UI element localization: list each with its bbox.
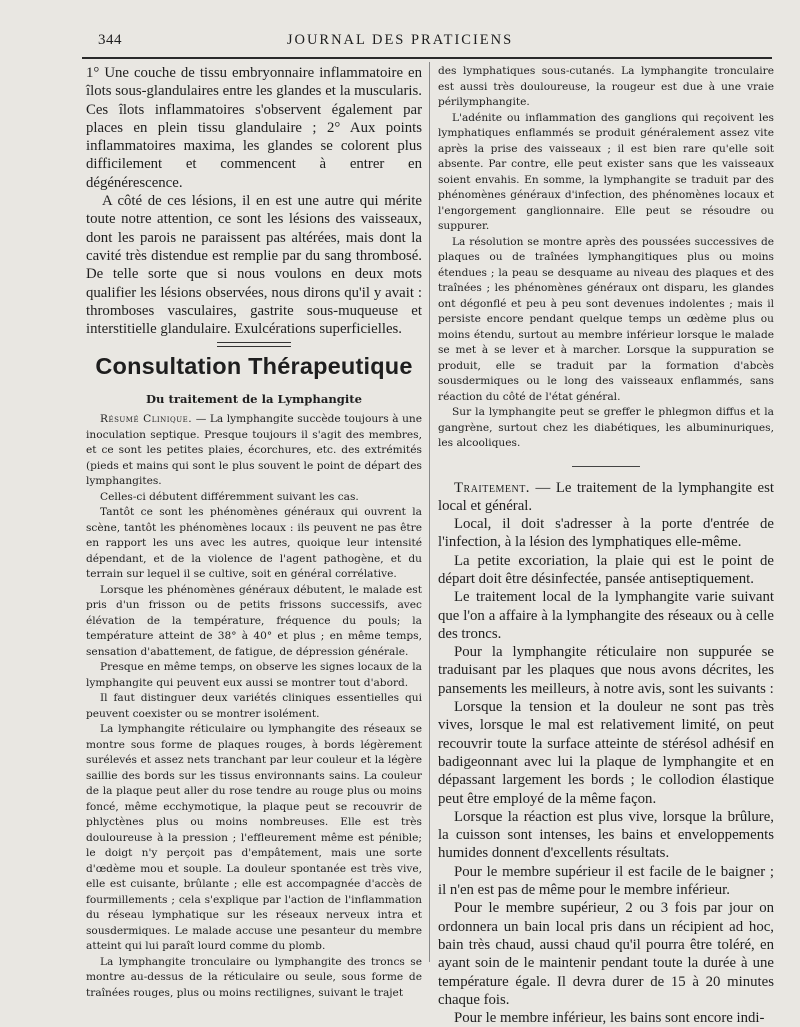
page-number: 344 — [98, 32, 122, 49]
paragraph: Pour le membre supérieur il est facile de le baigner ; il n'en est pas de même pour le membre inférieur. — [438, 863, 774, 900]
divider — [572, 466, 640, 467]
paragraph: Lorsque les phénomènes généraux débutent, le malade est pris d'un frisson ou de petits frissons successifs, avec élévation de la température, fréquence du pouls; la température atteint de 38° à 40° et plus ; en même temps, sensation d'abattement, de fatigue, de dépression générale. — [86, 583, 422, 661]
paragraph: Le traitement local de la lymphangite varie suivant que l'on a affaire à la lymphangite des réseaux ou à celle des troncs. — [438, 588, 774, 643]
paragraph: Pour le membre inférieur, les bains sont encore indi- — [438, 1009, 774, 1027]
paragraph: A côté de ces lésions, il en est une autre qui mérite toute notre attention, ce sont les lésions des vaisseaux, dont les parois ne paraissent pas altérées, mais dont la cavité très distendue est remplie par du sang thrombosé. De telle sorte que si nous voulons en deux mots qualifier les lésions observées, nous dirons qu'il y avait : thromboses vasculaires, gastrite sous-muqueuse et interstitielle glandulaire. Exulcérations superficielles. — [86, 192, 422, 338]
paragraph: La résolution se montre après des poussées successives de plaques ou de traînées lymphangitiques plus ou moins étendues ; la peau se desquame au niveau des plaques et des traînées ; les phénomènes généraux ont disparu, les glandes ont dégonflé et peu à peu sont devenues indolentes ; mais il persiste encore pendant quelque temps un œdème plus ou moins étendu, surtout au membre inférieur lorsque le malade se met à se lever et à marcher. Lorsque la suppuration se produit, elle se traduit par la formation d'abcès sousdermiques ou le long des vaisseaux enflammés, sans réaction du côté de l'état général. — [438, 235, 774, 406]
paragraph — [86, 412, 422, 490]
journal-title: JOURNAL DES PRATICIENS — [0, 32, 800, 49]
section-title: Consultation Thérapeutique — [86, 353, 422, 380]
paragraph — [438, 479, 774, 516]
paragraph: des lymphatiques sous-cutanés. La lymphangite tronculaire est aussi très douloureuse, la rougeur est due à une vraie périlymphangite. — [438, 64, 774, 111]
paragraph: Pour le membre supérieur, 2 ou 3 fois par jour on ordonnera un bain local pris dans un récipient ad hoc, bain très chaud, aussi chaud qu'il pourra être toléré, en ayant soin de le maintenir pendant toute la durée à une température égale. Il devra durer de 15 à 20 minutes chaque fois. — [438, 899, 774, 1009]
divider — [217, 342, 291, 347]
paragraph: L'adénite ou inflammation des ganglions qui reçoivent les lymphatiques enflammés se produit généralement assez vite après la prise des vaisseaux ; il est bien rare qu'elle soit absente. Par contre, elle peut exister sans que les vaisseaux soient envahis. En somme, la lymphangite se traduit par des phénomènes généraux d'infection, des phénomènes locaux et l'engorgement ganglionnaire. Elle peut se résoudre ou suppurer. — [438, 111, 774, 235]
paragraph: Celles-ci débutent différemment suivant les cas. — [86, 490, 422, 506]
traitement-label: Traitement. — [454, 480, 530, 496]
header-rule — [82, 57, 772, 59]
paragraph: Presque en même temps, on observe les signes locaux de la lymphangite qui peuvent eux aussi se montrer tout d'abord. — [86, 660, 422, 691]
treatment-section — [438, 479, 774, 1027]
paragraph: Il faut distinguer deux variétés cliniques essentielles qui peuvent coexister ou se montrer isolément. — [86, 691, 422, 722]
paragraph: Sur la lymphangite peut se greffer le phlegmon diffus et la gangrène, surtout chez les diabétiques, les albuminuriques, les alcooliques. — [438, 405, 774, 452]
article-body-right — [438, 64, 774, 452]
article-title: Du traitement de la Lymphangite — [86, 392, 422, 406]
paragraph: Pour la lymphangite réticulaire non suppurée se traduisant par les plaques que nous avons décrites, les pansements les meilleurs, à notre avis, sont les suivants : — [438, 643, 774, 698]
paragraph: La lymphangite réticulaire ou lymphangite des réseaux se montre sous forme de plaques rouges, à bords légèrement surélevés et assez nets tranchant par leur couleur et la légère saillie des bords sur les tissus environnants sains. La couleur de la plaque peut aller du rose tendre au rouge plus ou moins foncé, même ecchymotique, la plaque peut se recouvrir de phlyctènes plus ou moins nombreuses. Elle est très douloureuse à la pression ; l'effleurement même est pénible; le doigt n'y perçoit pas d'empâtement, mais une sorte d'œdème mou et souple. La douleur spontanée est très vive, elle est cuisante, brûlante ; elle est accompagnée d'accès de fourmillements ; cela s'explique par l'action de l'inflammation du réseau lymphatique sur les réseaux nerveux intra et sousdermiques. Le malade accuse une pesanteur du membre atteint qui lui paraît lourd comme du plomb. — [86, 722, 422, 955]
paragraph: Local, il doit s'adresser à la porte d'entrée de l'infection, à la lésion des lymphatiques elle-même. — [438, 515, 774, 552]
paragraph: La lymphangite tronculaire ou lymphangite des troncs se montre au-dessus de la réticulaire ou seule, sous forme de traînées rouges, plus ou moins rectilignes, suivant le trajet — [86, 955, 422, 1002]
resume-text: — La lymphangite succède toujours à une inoculation septique. Presque toujours il s'agit des membres, et ce sont les petites plaies, écorchures, etc. des extrémités (pieds et mains qui sont le plus souvent le point de départ des lymphangites. — [86, 413, 422, 487]
page-header — [0, 28, 800, 54]
column-divider — [429, 62, 430, 962]
right-column — [438, 64, 774, 1027]
traitement-text: — Le traitement de la lymphangite est local et général. — [438, 480, 774, 514]
paragraph: Lorsque la réaction est plus vive, lorsque la brûlure, la cuisson sont intenses, les bains et enveloppements humides donnent d'excellents résultats. — [438, 808, 774, 863]
paragraph: 1° Une couche de tissu embryonnaire inflammatoire en îlots sous-glandulaires entre les glandes et la muscularis. Ces îlots inflammatoires s'observent également par places en plein tissu glandulaire ; 2° Aux points inflammatoires maxima, les glandes se colorent plus difficilement et commencent à entrer en dégénérescence. — [86, 64, 422, 192]
paragraph: Lorsque la tension et la douleur ne sont pas très vives, lorsque le mal est relativement limité, on peut recouvrir toute la surface atteinte de stérésol adhésif en badigeonnant avec lui la plaque de lymphangite et en dépassant largement les bords ; le collodion élastique peut être employé de la même façon. — [438, 698, 774, 808]
left-column — [86, 64, 422, 1001]
resume-label: Résumé Clinique. — [100, 413, 192, 425]
paragraph: Tantôt ce sont les phénomènes généraux qui ouvrent la scène, tantôt les phénomènes locaux : ils peuvent ne pas être en rapport les uns avec les autres, quoique leur intensité dépendant, et de la violence de l'agent pathogène, et du terrain sur lequel il se cultive, soit en général corrélative. — [86, 505, 422, 583]
continued-text — [86, 64, 422, 338]
paragraph: La petite excoriation, la plaie qui est le point de départ doit être désinfectée, pansée antiseptiquement. — [438, 552, 774, 589]
article-body-left — [86, 412, 422, 1001]
